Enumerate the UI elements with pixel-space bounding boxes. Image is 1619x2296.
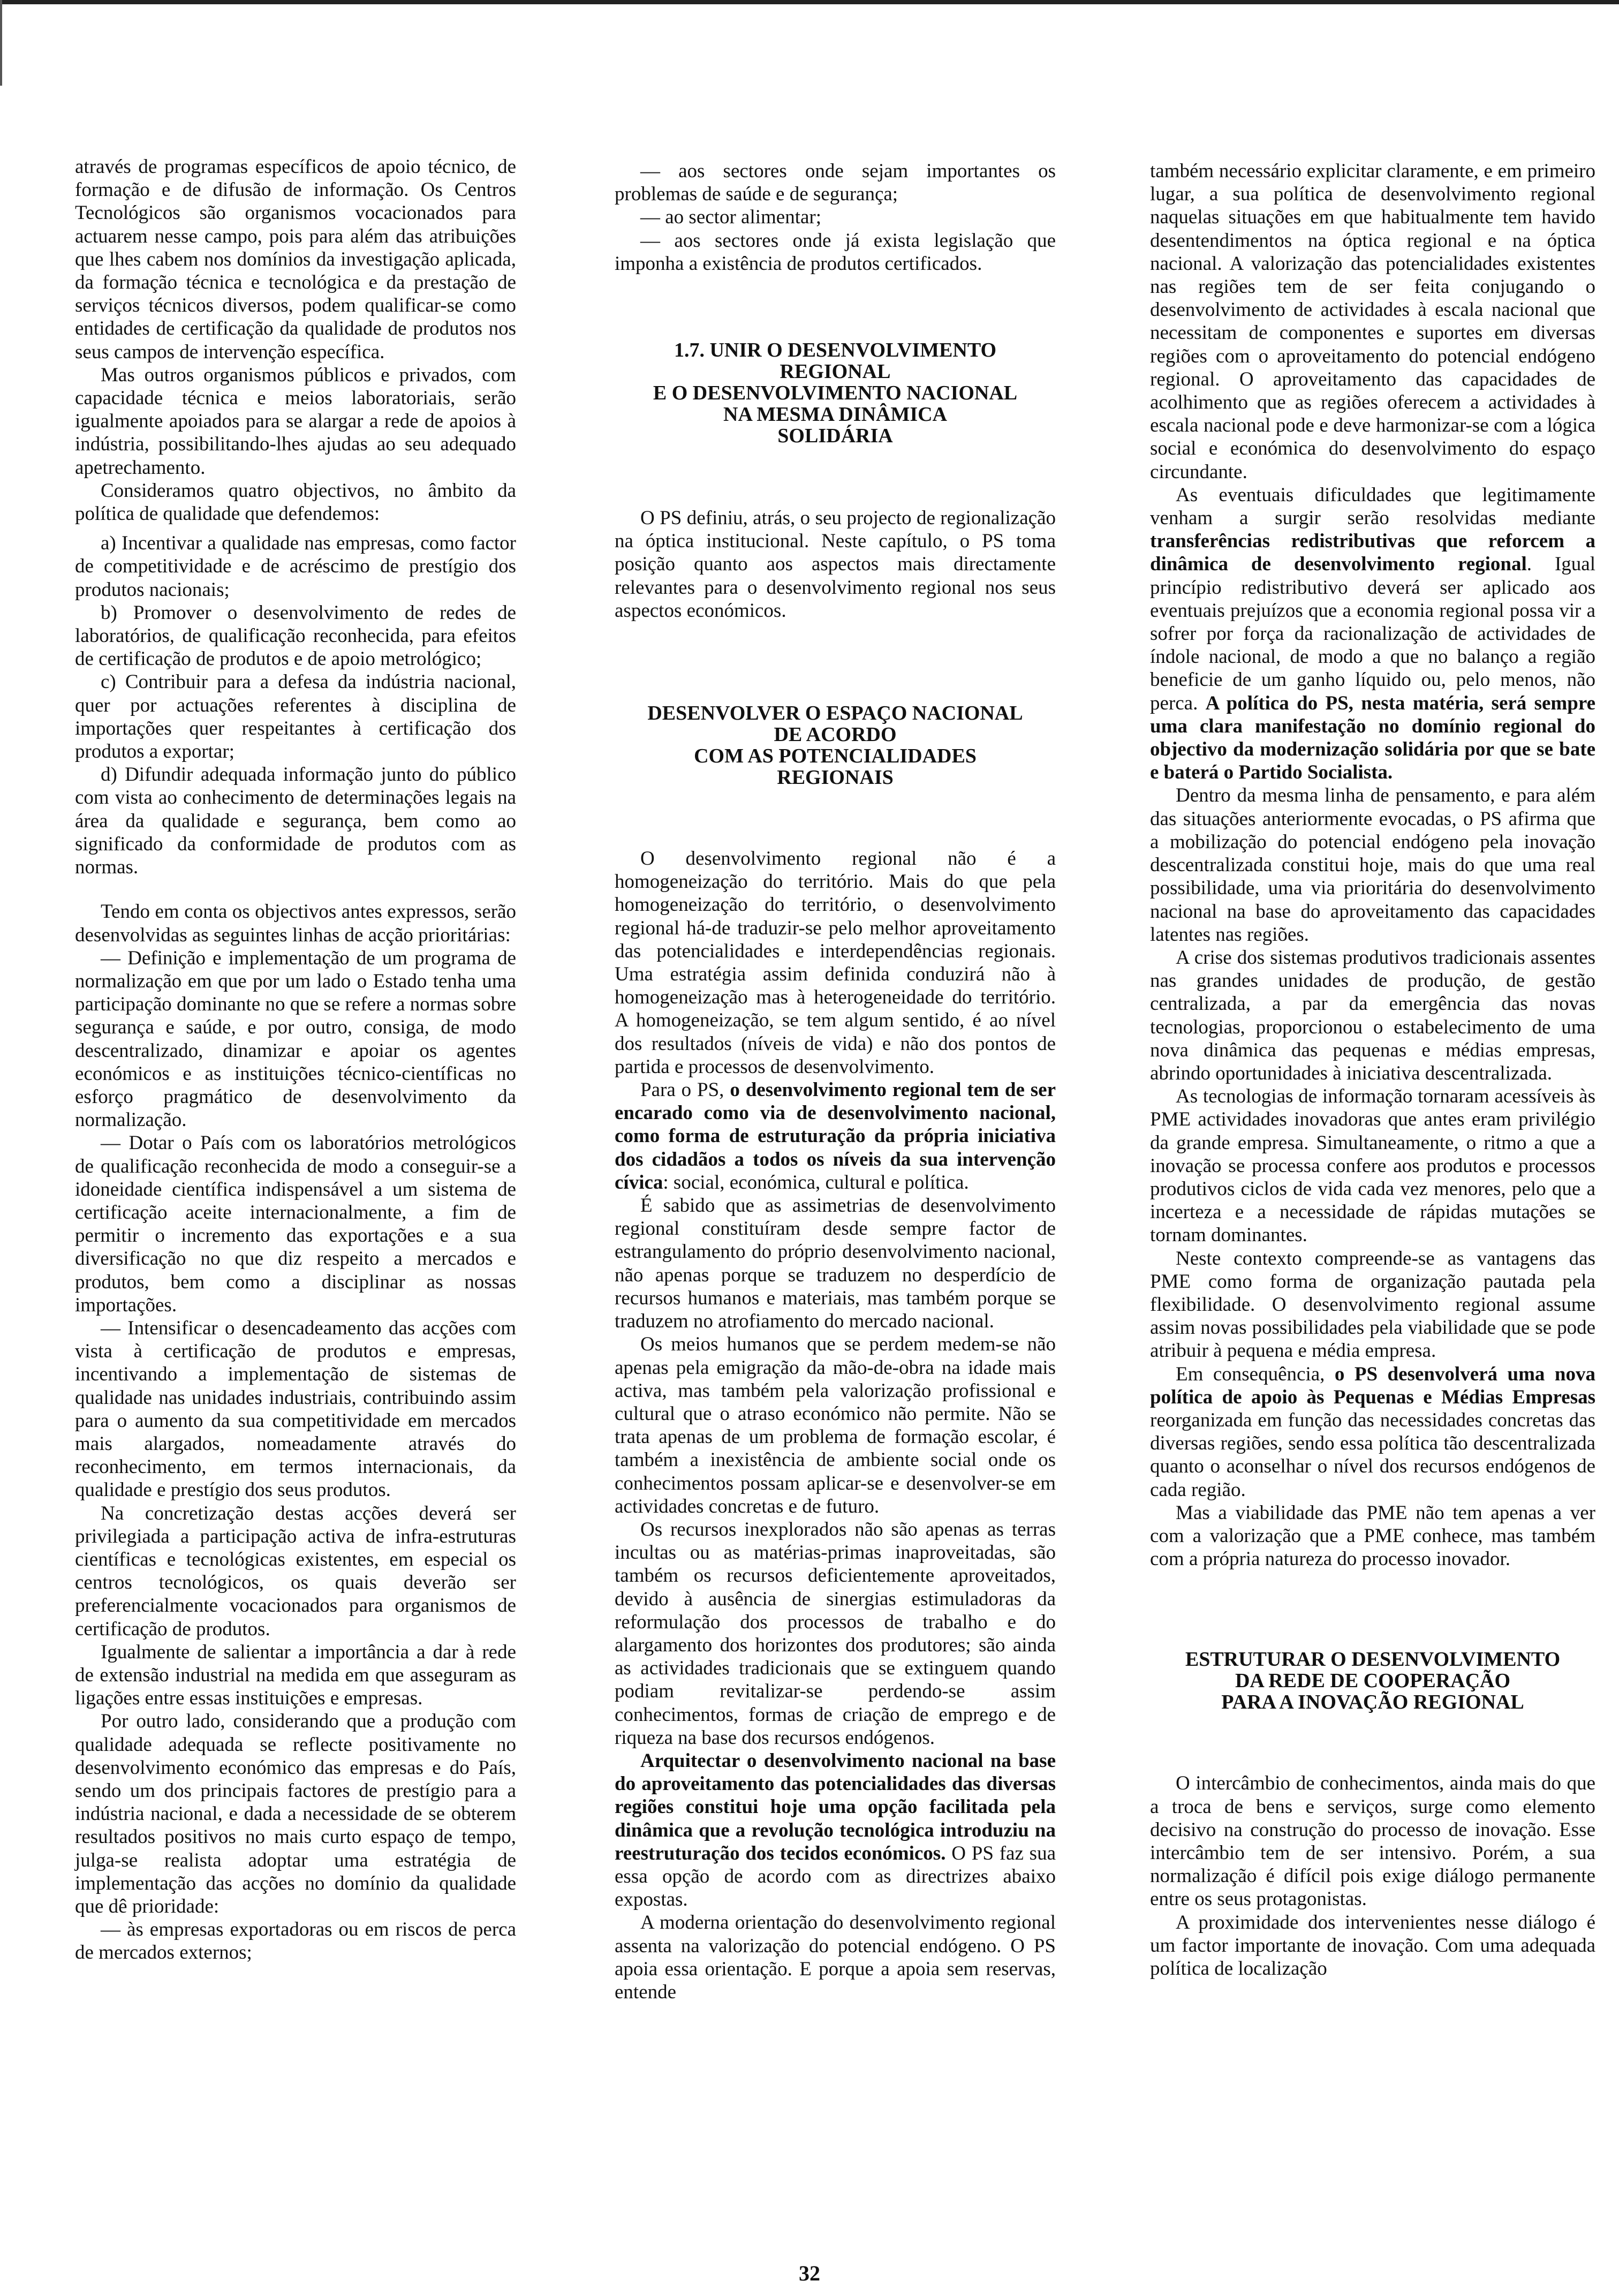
text-run: O PS faz sua essa opção de acordo com as directrizes abaixo expostas.	[615, 1842, 1056, 1911]
paragraph: O intercâmbio de conhecimentos, ainda mais do que a troca de bens e serviços, surge como elemento decisivo na construção do processo de inovação. Esse intercâmbio tem de ser intensivo. Porém, a sua normalização é difícil pois exige diálogo permanente entre os seus protagonistas.	[1150, 1772, 1595, 1910]
paragraph: Os meios humanos que se perdem medem-se não apenas pela emigração da mão-de-obra na idade mais activa, mas também pela valorização profissional e cultural que o atraso económico não permite. Não se trata apenas de um problema de formação escolar, é também a inexistência de ambiente social onde os conhecimentos possam aplicar-se e desenvolver-se em actividades concretas e de futuro.	[615, 1333, 1056, 1517]
section-heading: ESTRUTURAR O DESENVOLVIMENTO DA REDE DE COOPERAÇÃO PARA A INOVAÇÃO REGIONAL	[1185, 1648, 1561, 1714]
bold-text: Arquitectar o desenvolvimento nacional na base do aproveitamento das potencialidades das diversas regiões constitui hoje uma opção facilitada pela dinâmica que a revolução tecnológica introduziu na reestruturação dos tecidos económicos.	[615, 1749, 1056, 1864]
paragraph: Tendo em conta os objectivos antes expressos, serão desenvolvidas as seguintes linhas de acção prioritárias:	[75, 901, 516, 946]
column-3	[1150, 160, 1595, 1980]
bold-text: transferências redistributivas que reforcem a dinâmica de desenvolvimento regional	[1150, 530, 1595, 576]
list-item: — Dotar o País com os laboratórios metrológicos de qualificação reconhecida de modo a conseguir-se a idoneidade científica indispensável a um sistema de certificação aceite internacionalmente, a fim de permitir o incremento das exportações e a sua diversificação no que diz respeito a mercados e produtos, bem como a disciplinar as nossas importações.	[75, 1132, 516, 1316]
paragraph: O desenvolvimento regional não é a homogeneização do território. Mais do que pela homogeneização do território, o desenvolvimento regional há-de traduzir-se pelo melhor aproveitamento das potencialidades e interdependências regionais. Uma estratégia assim definida conduzirá não à homogeneização mas à heterogeneidade do território. A homogeneização, se tem algum sentido, é ao nível dos resultados (níveis de vida) e não dos pontos de partida e processos de desenvolvimento.	[615, 848, 1056, 1078]
text-run: Em consequência,	[1176, 1363, 1335, 1385]
bold-text: A política do PS, nesta matéria, será sempre uma clara manifestação no domínio regional do objectivo da modernização solidária por que se bate e baterá o Partido Socialista.	[1150, 692, 1595, 784]
text-run: : social, económica, cultural e política.	[663, 1171, 969, 1194]
paragraph: Igualmente de salientar a importância a dar à rede de extensão industrial na medida em que asseguram as ligações entre essas instituições e empresas.	[75, 1641, 516, 1710]
bold-text: o desenvolvimento regional tem de ser encarado como via de desenvolvimento nacional, como forma de estruturação da própria iniciativa dos cidadãos a todos os níveis da sua intervenção cívica	[615, 1079, 1056, 1194]
paragraph	[1150, 1363, 1595, 1501]
paragraph: Consideramos quatro objectivos, no âmbito da política de qualidade que defendemos:	[75, 479, 516, 525]
section-heading: DESENVOLVER O ESPAÇO NACIONAL DE ACORDO COM AS POTENCIALIDADES REGIONAIS	[647, 702, 1023, 789]
text-run: . Igual princípio redistributivo deverá ser aplicado aos eventuais prejuízos que a economia regional possa vir a sofrer por força da racionalização de actividades de índole nacional, de modo a que no balanço a região beneficie de um ganho líquido ou, pelo menos, não perca.	[1150, 553, 1595, 714]
list-item: a) Incentivar a qualidade nas empresas, como factor de competitividade e de acréscimo de prestígio dos produtos nacionais;	[75, 532, 516, 601]
paragraph: Mas outros organismos públicos e privados, com capacidade técnica e meios laboratoriais, serão igualmente apoiados para se alargar a rede de apoios à indústria, possibilitando-lhes ajudas ao seu adequado apetrechamento.	[75, 364, 516, 479]
paragraph: A proximidade dos intervenientes nesse diálogo é um factor importante de inovação. Com uma adequada política de localização	[1150, 1911, 1595, 1980]
list-item: — Intensificar o desencadeamento das acções com vista à certificação de produtos e empresas, incentivando a implementação de sistemas de qualidade nas unidades industriais, contribuindo assim para o aumento da sua competitividade em mercados mais alargados, nomeadamente através do reconhecimento, em termos internacionais, da qualidade e prestígio dos seus produtos.	[75, 1317, 516, 1501]
top-border	[0, 0, 1619, 4]
paragraph: Por outro lado, considerando que a produção com qualidade adequada se reflecte positivamente no desenvolvimento económico das empresas e do País, sendo um dos principais factores de prestígio para a indústria nacional, e dada a necessidade de se obterem resultados positivos no mais curto espaço de tempo, julga-se realista adoptar uma estratégia de implementação das acções no domínio da qualidade que dê prioridade:	[75, 1710, 516, 1918]
paragraph: A moderna orientação do desenvolvimento regional assenta na valorização do potencial endógeno. O PS apoia essa orientação. E porque a apoia sem reservas, entende	[615, 1912, 1056, 2003]
list-item: — aos sectores onde já exista legislação que imponha a existência de produtos certificados.	[615, 229, 1056, 275]
section-heading: 1.7. UNIR O DESENVOLVIMENTO REGIONAL E O DESENVOLVIMENTO NACIONAL NA MESMA DINÂMICA SOLIDÁRIA	[653, 339, 1018, 448]
paragraph	[615, 1749, 1056, 1911]
list-item: — ao sector alimentar;	[640, 206, 822, 229]
paragraph	[1150, 484, 1595, 784]
text-run: Para o PS,	[640, 1079, 730, 1101]
list-item: d) Difundir adequada informação junto do público com vista ao conhecimento de determinações legais na área da qualidade e segurança, bem como ao significado da conformidade de produtos com as normas.	[75, 764, 516, 879]
text-run: reorganizada em função das necessidades concretas das diversas regiões, sendo essa política tão descentralizada quanto o aconselhar o nível dos recursos endógenos de cada região.	[1150, 1409, 1595, 1501]
paragraph: Os recursos inexplorados não são apenas as terras incultas ou as matérias-primas inaproveitadas, são também os recursos deficientemente aproveitados, devido à ausência de sinergias estimuladoras da reformulação dos processos de trabalho e do alargamento dos horizontes dos produtores; são ainda as actividades tradicionais que se extinguem quando podiam revitalizar-se perdendo-se assim conhecimentos, formas de criação de emprego e de riqueza na base dos recursos endógenos.	[615, 1518, 1056, 1749]
paragraph: Mas a viabilidade das PME não tem apenas a ver com a valorização que a PME conhece, mas também com a própria natureza do processo inovador.	[1150, 1501, 1595, 1570]
page-number: 32	[799, 2261, 820, 2285]
paragraph	[615, 1078, 1056, 1194]
paragraph: Neste contexto compreende-se as vantagens das PME como forma de organização pautada pela flexibilidade. O desenvolvimento regional assume assim novas possibilidades pela viabilidade que se pode atribuir à pequena e média empresa.	[1150, 1247, 1595, 1362]
paragraph: Na concretização destas acções deverá ser privilegiada a participação activa de infra-estruturas científicas e tecnológicas existentes, em especial os centros tecnológicos, os quais deverão ser preferencialmente vocacionados para organismos de certificação de produtos.	[75, 1502, 516, 1640]
list-item: c) Contribuir para a defesa da indústria nacional, quer por actuações referentes à disciplina de importações quer respeitantes à certificação dos produtos a exportar;	[75, 671, 516, 763]
paragraph: As tecnologias de informação tornaram acessíveis às PME actividades inovadoras que antes eram privilégio da grande empresa. Simultaneamente, o ritmo a que a inovação se processa confere aos produtos e processos produtivos ciclos de vida cada vez menores, pelo que a incerteza e a necessidade de rápidas mutações se tornam dominantes.	[1150, 1085, 1595, 1247]
bold-text: o PS desenvolverá uma nova política de apoio às Pequenas e Médias Empresas	[1150, 1363, 1595, 1408]
column-2	[615, 160, 1056, 2004]
left-border	[0, 0, 2, 86]
paragraph: também necessário explicitar claramente, e em primeiro lugar, a sua política de desenvolvimento regional naquelas situações em que habitualmente tem havido desentendimentos na óptica regional e na óptica nacional. A valorização das potencialidades existentes nas regiões tem de ser feita conjugando o desenvolvimento de actividades à escala nacional que necessitam de componentes e suportes em diversas regiões com o aproveitamento do potencial endógeno regional. O aproveitamento das capacidades de acolhimento que as regiões oferecem a actividades à escala nacional pode e deve harmonizar-se com a lógica social e económica do desenvolvimento do espaço circundante.	[1150, 160, 1595, 483]
column-1	[75, 155, 516, 1965]
paragraph: Dentro da mesma linha de pensamento, e para além das situações anteriormente evocadas, o PS afirma que a mobilização do potencial endógeno pela inovação descentralizada constitui hoje, mais do que uma real possibilidade, uma via prioritária do desenvolvimento nacional na base do aproveitamento das capacidades latentes nas regiões.	[1150, 784, 1595, 946]
list-item: — Definição e implementação de um programa de normalização em que por um lado o Estado tenha uma participação dominante no que se refere a normas sobre segurança e saúde, e por outro, consiga, de modo descentralizado, dinamizar e apoiar os agentes económicos e as instituições técnico-científicas no esforço pragmático de desenvolvimento da normalização.	[75, 947, 516, 1131]
paragraph: A crise dos sistemas produtivos tradicionais assentes nas grandes unidades de produção, de gestão centralizada, a par da emergência das novas tecnologias, proporcionou o estabelecimento de uma nova dinâmica das pequenas e médias empresas, abrindo oportunidades à iniciativa descentralizada.	[1150, 946, 1595, 1084]
list-item: — aos sectores onde sejam importantes os problemas de saúde e de segurança;	[615, 160, 1056, 206]
paragraph: através de programas específicos de apoio técnico, de formação e de difusão de informação. Os Centros Tecnológicos são organismos vocacionados para actuarem nesse campo, pois para além das atribuições que lhes cabem nos domínios da investigação aplicada, da formação técnica e tecnológica e da prestação de serviços técnicos diversos, podem qualificar-se como entidades de certificação da qualidade de produtos nos seus campos de intervenção específica.	[75, 156, 516, 363]
paragraph: É sabido que as assimetrias de desenvolvimento regional constituíram desde sempre factor de estrangulamento do próprio desenvolvimento nacional, não apenas porque se traduzem no desperdício de recursos humanos e materiais, mas também porque se traduzem no atrofiamento do mercado nacional.	[615, 1195, 1056, 1333]
list-item: — às empresas exportadoras ou em riscos de perca de mercados externos;	[75, 1919, 516, 1964]
paragraph: O PS definiu, atrás, o seu projecto de regionalização na óptica institucional. Neste capítulo, o PS toma posição quanto aos aspectos mais directamente relevantes para o desenvolvimento regional nos seus aspectos económicos.	[615, 507, 1056, 622]
list-item: b) Promover o desenvolvimento de redes de laboratórios, de qualificação reconhecida, para efeitos de certificação de produtos e de apoio metrológico;	[75, 601, 516, 670]
text-run: As eventuais dificuldades que legitimamente venham a surgir serão resolvidas mediante	[1150, 484, 1595, 530]
